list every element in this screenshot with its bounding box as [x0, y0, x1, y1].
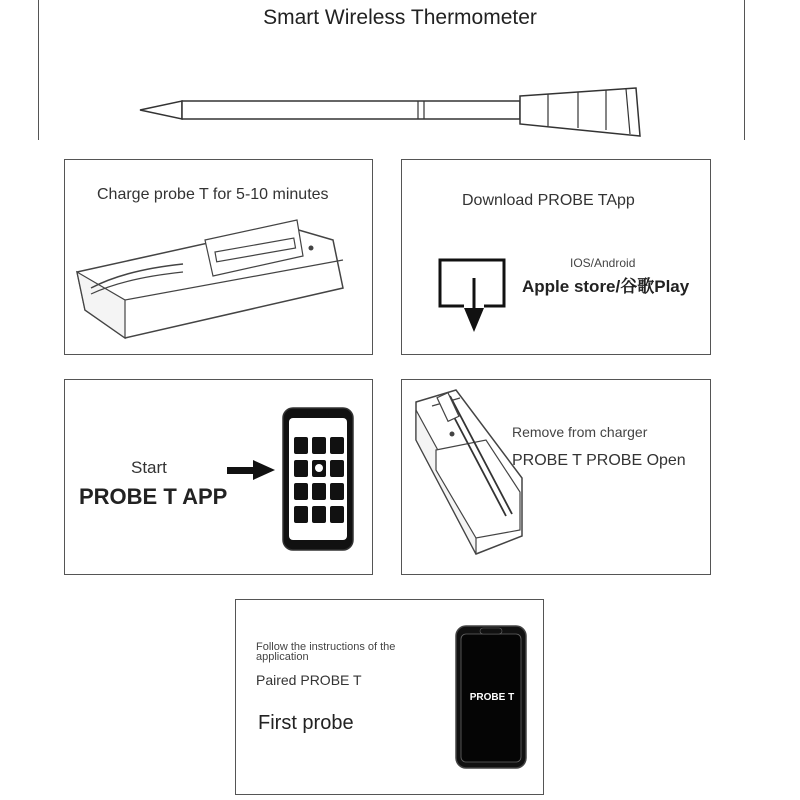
- step-start-panel: [64, 379, 373, 575]
- step-remove-panel: [401, 379, 711, 575]
- charger-dock-icon: [65, 160, 374, 356]
- step-start-line2: PROBE T APP: [79, 484, 228, 509]
- step-pair-instructions: Follow the instructions of the application: [256, 641, 396, 663]
- step-start-line1: Start: [131, 458, 167, 477]
- app-grid-icon: [65, 380, 374, 576]
- step-download-text: Download PROBE TApp: [462, 192, 635, 209]
- step-remove-line1: Remove from charger: [512, 424, 648, 440]
- download-arrow-icon: [402, 160, 712, 356]
- step-download-platform: IOS/Android: [570, 256, 636, 270]
- phone-screen-label: PROBE T: [469, 692, 515, 703]
- page-title: Smart Wireless Thermometer: [263, 6, 537, 29]
- step-charge-panel: [64, 159, 373, 355]
- step-download-panel: [401, 159, 711, 355]
- step-pair-first: First probe: [258, 712, 354, 734]
- step-charge-text: Charge probe T for 5-10 minutes: [97, 186, 329, 203]
- step-download-stores: Apple store/谷歌Play: [522, 277, 690, 296]
- step-pair-paired: Paired PROBE T: [256, 672, 362, 688]
- step-pair-panel: [235, 599, 544, 795]
- thermometer-probe-icon: [0, 0, 800, 150]
- step-remove-line2: PROBE T PROBE Open: [512, 452, 686, 469]
- charger-dock-icon: [402, 380, 712, 576]
